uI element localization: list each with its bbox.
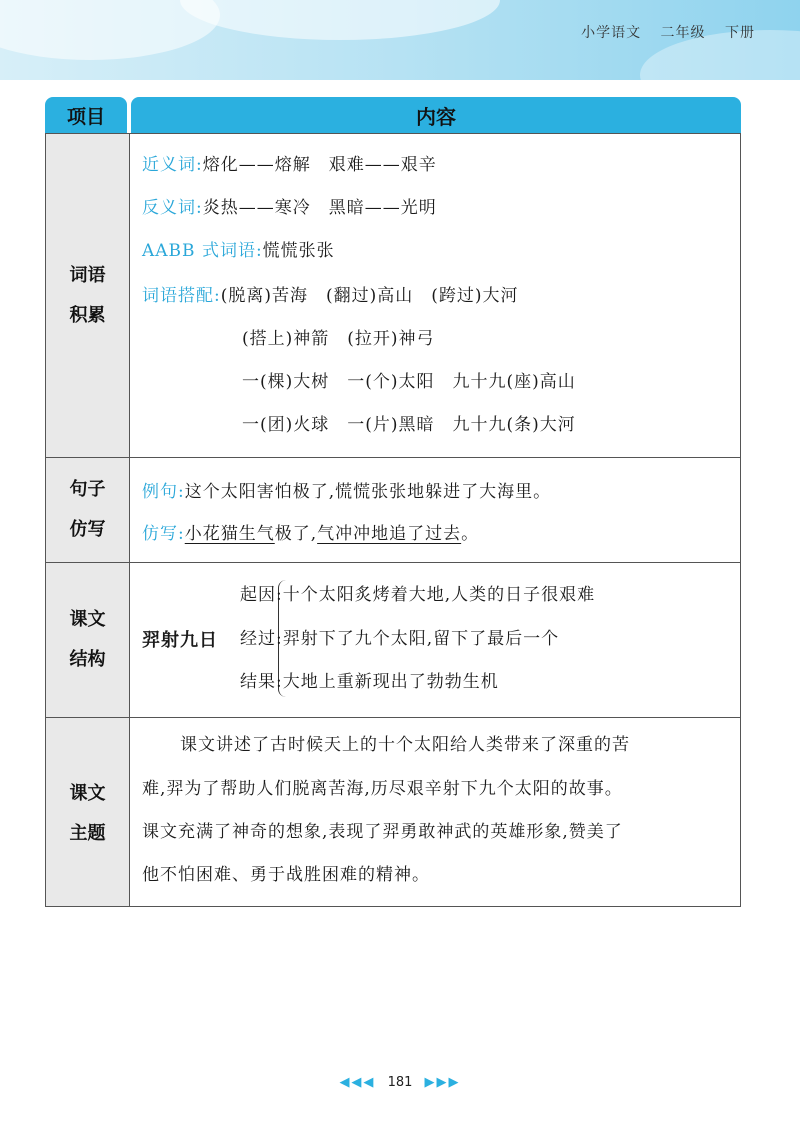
imitate-keyword: 仿写: bbox=[142, 524, 185, 544]
aabb-text: 慌慌张张 bbox=[262, 241, 335, 261]
row-label-line: 主题 bbox=[69, 823, 106, 844]
synonyms-text: 熔化——熔解 艰难——艰辛 bbox=[202, 155, 437, 175]
aabb-line bbox=[142, 236, 335, 261]
theme-line: 课文充满了神奇的想象,表现了羿勇敢神武的英雄形象,赞美了 bbox=[142, 822, 623, 842]
page-number: 181 bbox=[387, 1075, 413, 1090]
grade-label: 二年级 bbox=[660, 25, 706, 41]
next-arrows-icon: ▶▶▶ bbox=[424, 1075, 461, 1090]
row-label-line: 仿写 bbox=[69, 519, 106, 540]
collocation-line: 一(棵)大树 一(个)太阳 九十九(座)高山 bbox=[242, 372, 576, 392]
row-label-line: 句子 bbox=[69, 479, 106, 500]
antonyms-keyword: 反义词: bbox=[142, 198, 203, 218]
column-header-item: 项目 bbox=[45, 97, 127, 133]
aabb-keyword: AABB 式词语: bbox=[142, 241, 263, 261]
structure-title: 羿射九日 bbox=[142, 630, 218, 651]
collocation-text: (脱离)苦海 (翻过)高山 (跨过)大河 bbox=[220, 286, 519, 306]
row-divider bbox=[46, 562, 740, 563]
example-sentence-line bbox=[142, 477, 551, 502]
cloud-decoration bbox=[180, 0, 500, 40]
theme-line: 课文讲述了古时候天上的十个太阳给人类带来了深重的苦 bbox=[180, 735, 630, 755]
prev-arrows-icon: ◀◀◀ bbox=[339, 1075, 376, 1090]
example-text: 这个太阳害怕极了,慌慌张张地躲进了大海里。 bbox=[184, 482, 552, 502]
imitate-blank-2: 气冲冲地追了过去 bbox=[317, 524, 462, 544]
collocation-keyword: 词语搭配: bbox=[142, 286, 221, 306]
example-keyword: 例句: bbox=[142, 482, 185, 502]
volume-label: 下册 bbox=[725, 25, 755, 41]
imitate-sentence-line bbox=[142, 519, 479, 544]
row-label-theme bbox=[46, 774, 129, 854]
table-body bbox=[45, 133, 741, 907]
imitate-text: 极了, bbox=[274, 524, 318, 544]
row-label-vocab bbox=[46, 256, 129, 336]
subject-label: 小学语文 bbox=[581, 25, 642, 41]
synonyms-line bbox=[142, 150, 437, 175]
book-info bbox=[567, 22, 755, 42]
collocation-line: 一(团)火球 一(片)黑暗 九十九(条)大河 bbox=[242, 415, 576, 435]
column-header-content: 内容 bbox=[131, 97, 741, 133]
row-label-line: 结构 bbox=[69, 649, 106, 670]
theme-line: 他不怕困难、勇于战胜困难的精神。 bbox=[142, 865, 430, 885]
row-label-line: 词语 bbox=[69, 265, 106, 286]
antonyms-line bbox=[142, 193, 437, 218]
synonyms-keyword: 近义词: bbox=[142, 155, 203, 175]
row-label-line: 积累 bbox=[69, 305, 106, 326]
structure-result: 结果:大地上重新现出了勃勃生机 bbox=[240, 672, 499, 692]
page-footer bbox=[0, 1075, 800, 1090]
row-label-structure bbox=[46, 600, 129, 680]
summary-table bbox=[45, 97, 741, 907]
structure-process: 经过:羿射下了九个太阳,留下了最后一个 bbox=[240, 629, 560, 649]
imitate-end: 。 bbox=[461, 524, 480, 544]
collocation-line bbox=[142, 281, 519, 306]
structure-cause: 起因:十个太阳炙烤着大地,人类的日子很艰难 bbox=[240, 585, 596, 605]
row-label-line: 课文 bbox=[69, 609, 106, 630]
row-divider bbox=[46, 457, 740, 458]
row-divider bbox=[46, 717, 740, 718]
imitate-blank-1: 小花猫生气 bbox=[184, 524, 275, 544]
collocation-line: (搭上)神箭 (拉开)神弓 bbox=[242, 329, 435, 349]
antonyms-text: 炎热——寒冷 黑暗——光明 bbox=[202, 198, 437, 218]
row-label-line: 课文 bbox=[69, 783, 106, 804]
row-label-sentence bbox=[46, 470, 129, 550]
theme-line: 难,羿为了帮助人们脱离苦海,历尽艰辛射下九个太阳的故事。 bbox=[142, 779, 623, 799]
